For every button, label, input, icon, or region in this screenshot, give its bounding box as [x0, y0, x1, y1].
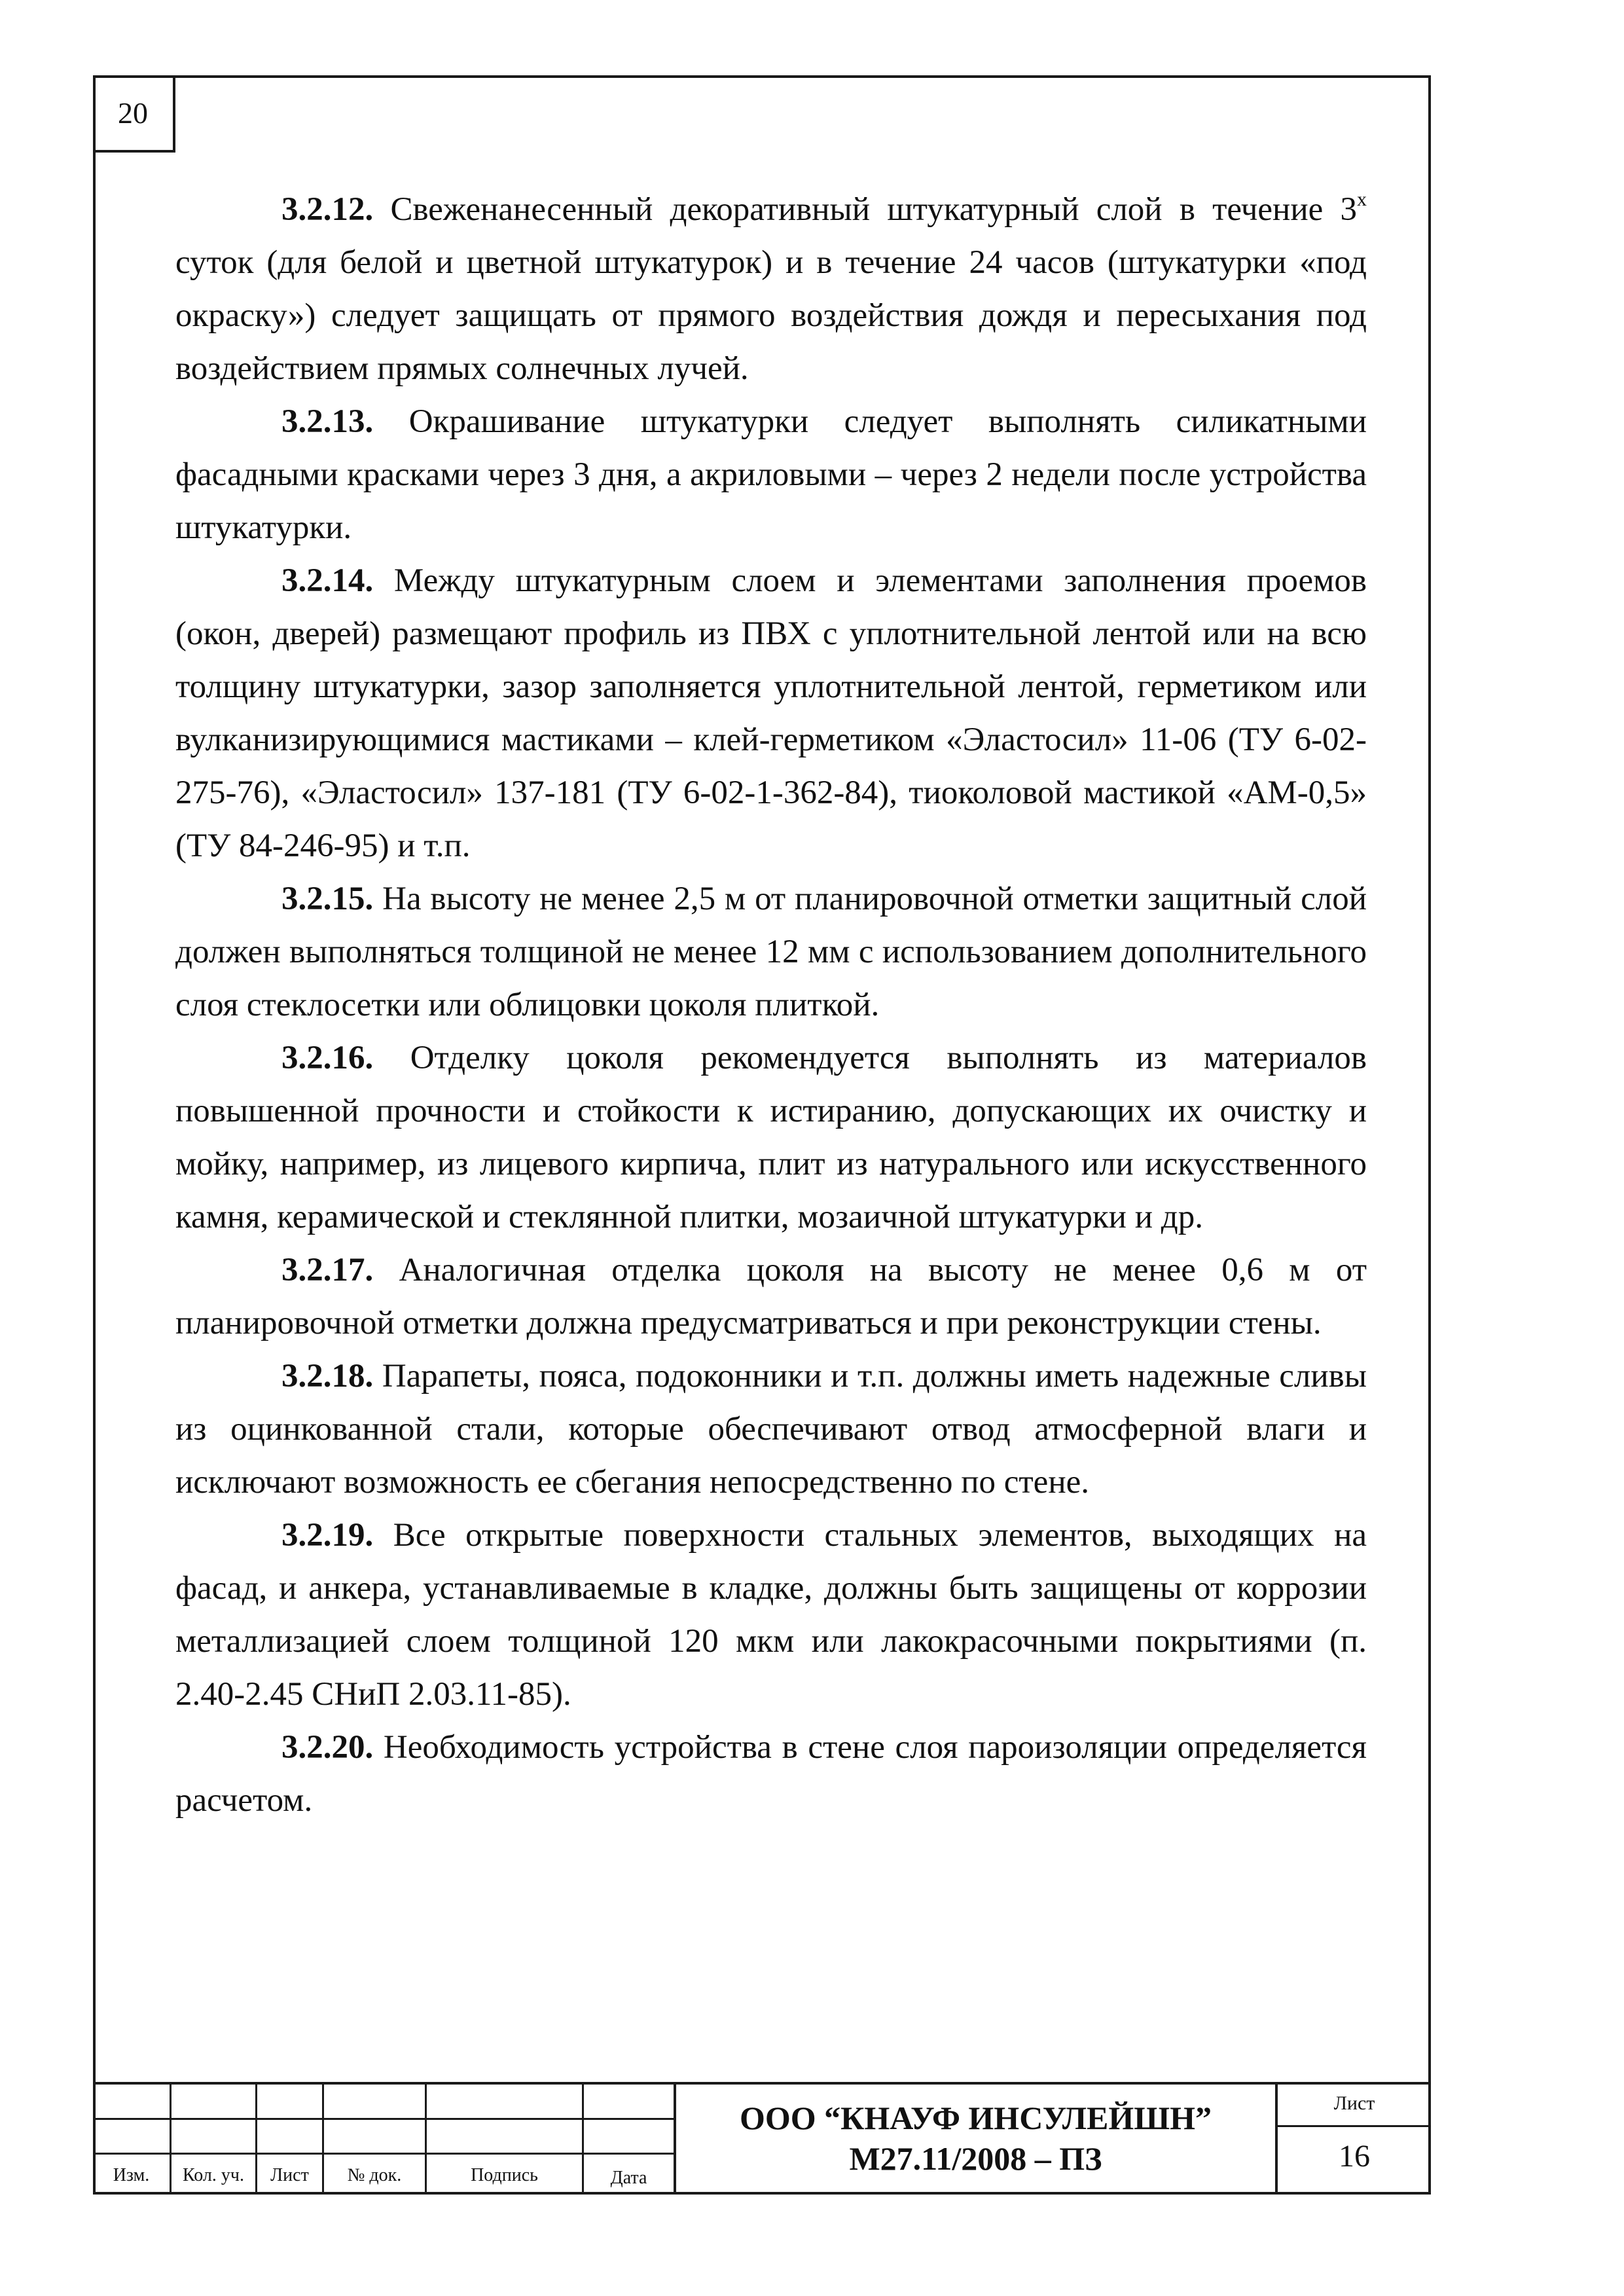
clause-text: Между штукатурным слоем и элементами заполнения проемов (окон, дверей) размещают профиль из ПВХ с уплотнительной лентой или на всю толщину штукатурки, зазор заполняется уплотнительной лентой, герметиком или вулканизирующимися мастиками – клей-герметиком «Эластосил» 11-06 (ТУ 6-02-275-76), «Эластосил» 137-181 (ТУ 6-02-1-362-84), тиоколовой мастикой «АМ-0,5» (ТУ 84-246-95) и т.п.: [175, 562, 1367, 864]
document-designation: [676, 2082, 1275, 2195]
clause-text: Окрашивание штукатурки следует выполнять силикатными фасадными красками через 3 дня, а акриловыми – через 2 недели после устройства штукатурки.: [175, 403, 1367, 546]
clause-number: 3.2.19.: [281, 1517, 374, 1554]
clause-text: На высоту не менее 2,5 м от планировочной отметки защитный слой должен выполняться толщиной не менее 12 мм с использованием дополнительного слоя стеклосетки или облицовки цоколя плиткой.: [175, 881, 1367, 1023]
column-signature: Подпись: [471, 2165, 538, 2185]
paragraph-3-2-15: [175, 873, 1367, 1032]
clause-text: Отделку цоколя рекомендуется выполнять из материалов повышенной прочности и стойкости к истиранию, допускающих их очистку и мойку, например, из лицевого кирпича, плит из натурального или искусственного камня, керамической и стеклянной плитки, мозаичной штукатурки и др.: [175, 1040, 1367, 1235]
column-kol-uch: Кол. уч.: [183, 2165, 244, 2185]
clause-number: 3.2.16.: [281, 1040, 374, 1076]
title-block: [93, 2082, 1431, 2195]
page-number: 20: [93, 75, 175, 153]
column-date: Дата: [610, 2168, 647, 2188]
paragraph-3-2-14: [175, 555, 1367, 873]
clause-number: 3.2.14.: [281, 562, 374, 599]
paragraph-3-2-17: [175, 1244, 1367, 1350]
paragraph-3-2-12: [175, 183, 1367, 395]
clause-text: суток (для белой и цветной штукатурок) и в течение 24 часов (штукатурки «под окраску») следует защищать от прямого воздействия дождя и пересыхания под воздействием прямых солнечных лучей.: [175, 244, 1367, 387]
paragraph-3-2-19: [175, 1509, 1367, 1721]
paragraph-3-2-18: [175, 1350, 1367, 1509]
column-doc-number: № док.: [347, 2165, 402, 2185]
clause-number: 3.2.12.: [281, 191, 374, 228]
paragraph-3-2-20: [175, 1721, 1367, 1827]
clause-number: 3.2.18.: [281, 1358, 374, 1394]
clause-number: 3.2.13.: [281, 403, 374, 440]
clause-text: Свеженанесенный декоративный штукатурный слой в течение 3: [373, 191, 1357, 228]
paragraph-3-2-16: [175, 1032, 1367, 1244]
clause-text: Все открытые поверхности стальных элементов, выходящих на фасад, и анкера, устанавливаемые в кладке, должны быть защищены от коррозии металлизацией слоем толщиной 120 мкм или лакокрасочными покрытиями (п. 2.40-2.45 СНиП 2.03.11-85).: [175, 1517, 1367, 1713]
sheet-number: 16: [1339, 2139, 1370, 2174]
column-list: Лист: [270, 2165, 309, 2185]
clause-number: 3.2.15.: [281, 881, 374, 917]
clause-text: Необходимость устройства в стене слоя пароизоляции определяется расчетом.: [175, 1729, 1367, 1819]
organization-name: ООО “КНАУФ ИНСУЛЕЙШН”: [739, 2100, 1212, 2136]
clause-number: 3.2.20.: [281, 1729, 374, 1766]
clause-text: Аналогичная отделка цоколя на высоту не менее 0,6 м от планировочной отметки должна предусматриваться и при реконструкции стены.: [175, 1252, 1367, 1341]
document-code: М27.11/2008 – ПЗ: [849, 2140, 1102, 2177]
clause-number: 3.2.17.: [281, 1252, 374, 1288]
paragraph-3-2-13: [175, 395, 1367, 555]
column-izm: Изм.: [113, 2165, 150, 2185]
superscript: х: [1357, 189, 1367, 210]
sheet-label: Лист: [1333, 2092, 1375, 2114]
body-text: [175, 183, 1367, 1827]
clause-text: Парапеты, пояса, подоконники и т.п. должны иметь надежные сливы из оцинкованной стали, которые обеспечивают отвод атмосферной влаги и исключают возможность ее сбегания непосредственно по стене.: [175, 1358, 1367, 1501]
